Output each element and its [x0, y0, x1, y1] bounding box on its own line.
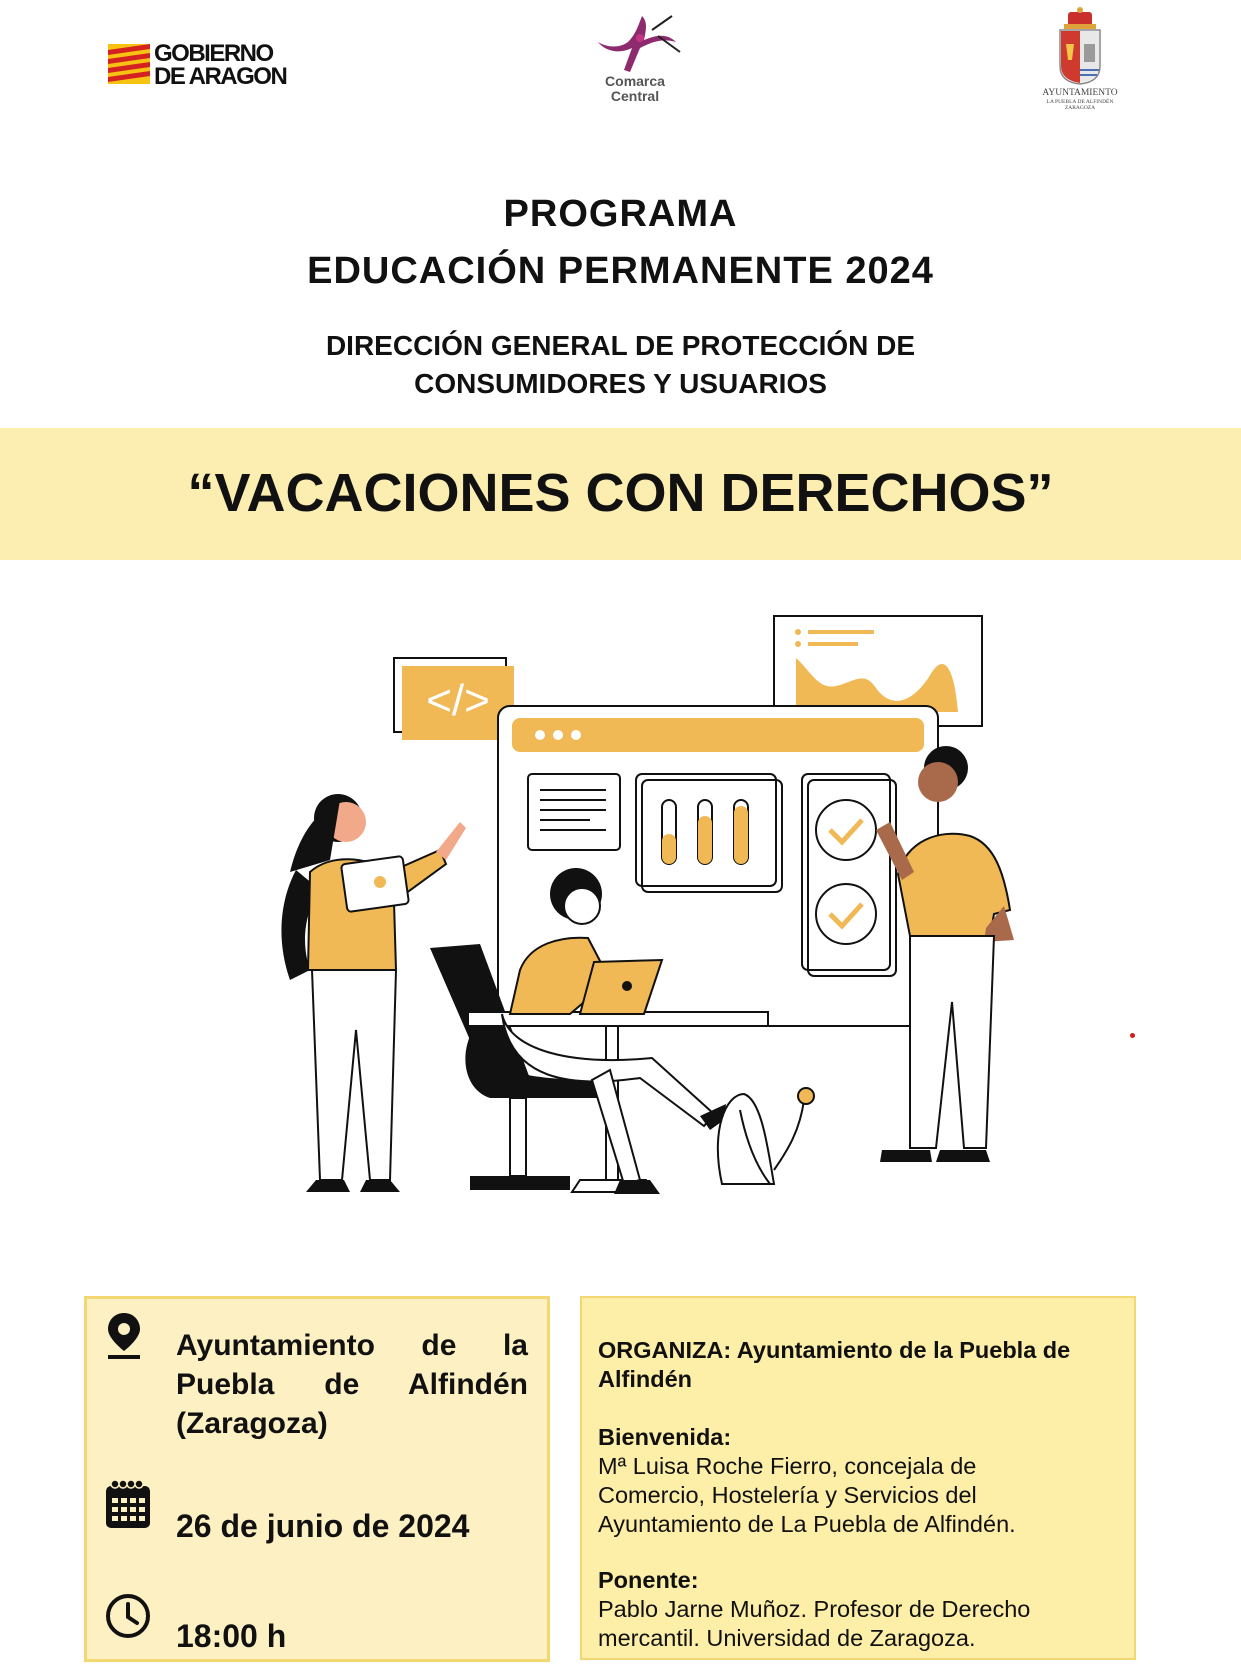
- ayuntamiento-text: AYUNTAMIENTO: [1042, 88, 1118, 98]
- program-subtitle: EDUCACIÓN PERMANENTE 2024: [307, 250, 934, 292]
- bienvenida-line1: Mª Luisa Roche Fierro, concejala de: [598, 1453, 977, 1479]
- aragon-flag-icon: [108, 44, 150, 84]
- event-time: 18:00 h: [176, 1618, 287, 1654]
- ponente-label: Ponente:: [598, 1567, 699, 1593]
- organiza-label: ORGANIZA: Ayuntamiento de la Puebla de: [598, 1337, 1071, 1363]
- ayuntamiento-logo: [1020, 4, 1140, 114]
- direccion-general-line2: CONSUMIDORES Y USUARIOS: [414, 368, 827, 399]
- clock-icon: [104, 1592, 152, 1640]
- gobierno-aragon-logo: [108, 40, 298, 90]
- code-symbol-text: </>: [426, 676, 490, 725]
- location-line3: (Zaragoza): [176, 1407, 328, 1440]
- event-title: “VACACIONES CON DERECHOS”: [187, 463, 1054, 523]
- organiza-cont: Alfindén: [598, 1366, 692, 1392]
- ponente-line1: Pablo Jarne Muñoz. Profesor de Derecho: [598, 1596, 1031, 1622]
- comarca-figure-icon: [580, 12, 690, 74]
- location-pin-icon: [104, 1311, 144, 1361]
- location-line2: Puebla de Alfindén: [176, 1368, 528, 1401]
- bienvenida-label: Bienvenida:: [598, 1424, 732, 1450]
- location-line1: Ayuntamiento de la: [176, 1329, 528, 1362]
- zaragoza-text: ZARAGOZA: [1064, 105, 1096, 111]
- calendar-icon: [104, 1478, 152, 1530]
- bienvenida-line3: Ayuntamiento de La Puebla de Alfindén.: [598, 1511, 1016, 1537]
- bienvenida-line2: Comercio, Hostelería y Servicios del: [598, 1482, 977, 1508]
- la-puebla-text: LA PUEBLA DE ALFINDÉN: [1046, 99, 1114, 105]
- direccion-general-line1: DIRECCIÓN GENERAL DE PROTECCIÓN DE: [325, 330, 916, 361]
- gobierno-text: GOBIERNO: [154, 40, 273, 67]
- program-title: PROGRAMA: [503, 193, 738, 235]
- team-illustration: [270, 610, 1130, 1240]
- ponente-line2: mercantil. Universidad de Zaragoza.: [598, 1625, 976, 1651]
- central-text: Central: [610, 88, 660, 104]
- comarca-central-logo: [580, 12, 690, 112]
- event-date: 26 de junio de 2024: [176, 1508, 470, 1544]
- red-dot: [1130, 1033, 1135, 1038]
- comarca-text: Comarca: [605, 73, 665, 89]
- coat-of-arms-icon: [1020, 4, 1140, 88]
- de-aragon-text: DE ARAGON: [154, 63, 287, 90]
